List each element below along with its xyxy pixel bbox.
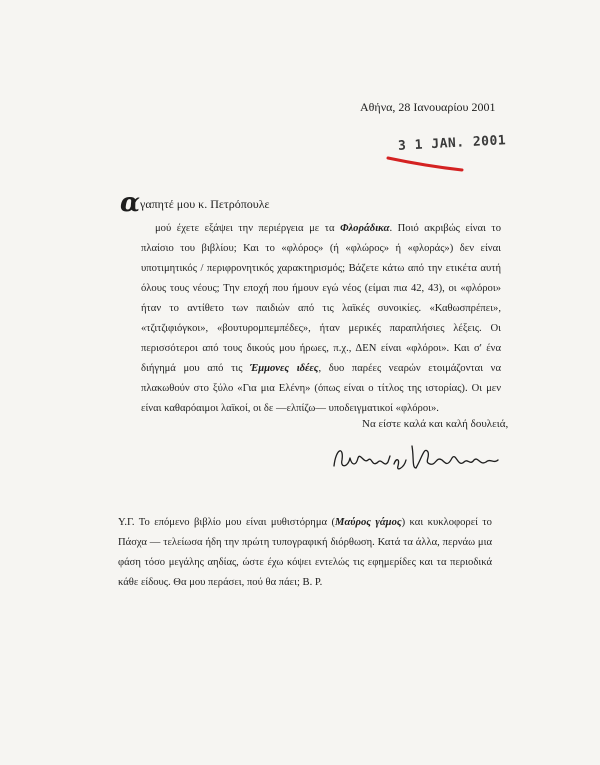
letter-date: Αθήνα, 28 Ιανουαρίου 2001 bbox=[360, 100, 496, 114]
body-text-part: , δυο παρέες νεαρών ετοιμάζονται να πλακωθούν στο ξύλο «Για μια Ελένη» (όπως είναι ο τίτλος της ιστορίας). Οι μεν είναι καθαρόαιμοι λαϊκοί, οι δε —ελπίζω— υποδειγματικοί «φλόροι». bbox=[141, 363, 501, 414]
body-text-part: μού έχετε εξάψει την περιέργεια με τα bbox=[155, 223, 341, 234]
ps-text-part: ) και κυκλοφορεί το Πάσχα — τελείωσα ήδη την πρώτη τυπογραφική διόρθωση. Κατά τα άλλα, περνάω μια φάση τόσο μεγάλης αηδίας, ώστε έχω κόψει εντελώς τις εφημερίδες και τα περιοδικά κάθε είδους. Θα μου περάσει, πού θα πάει; Β. Ρ. bbox=[118, 517, 492, 588]
book-title-floradika: Φλοράδικα bbox=[340, 223, 390, 234]
closing-line: Να είστε καλά και καλή δουλειά, bbox=[362, 418, 509, 430]
body-text-part: . Ποιό ακριβώς είναι το πλαίσιο του βιβλίου; Και το «φλόρος» (ή «φλώρος» ή «φλοράς») δεν είναι υποτιμητικός / περιφρονητικός χαρακτηρισμός; Βάζετε κάτω από την ετικέτα αυτή όλους τους νέους; Την εποχή που ήμουν εγώ νέος (είμαι πια 42, 43), οι «φλόροι» ήταν το αντίθετο των παιδιών από τις λαϊκές συνοικίες. «Καθωσπρέπει», «τζιτζιφιόγκοι», «βουτυρομπεμπέδες», ήταν μερικές παραπλήσιες λέξεις. Οι περισσότεροι από τους δικούς μου ήρωες, π.χ., ΔΕΝ είναι «φλόροι». Και σ' ένα διήγημά μου από τις bbox=[141, 223, 501, 374]
postscript-paragraph bbox=[118, 513, 492, 593]
handwritten-signature bbox=[328, 438, 508, 478]
postscript bbox=[118, 513, 492, 593]
salutation-initial: α bbox=[120, 188, 141, 218]
body-paragraph bbox=[141, 219, 501, 419]
book-title-emmones-idees: Έμμονες ιδέες bbox=[250, 363, 319, 374]
book-title-mavros-gamos: Μαύρος γάμος bbox=[335, 517, 402, 528]
red-underline-mark bbox=[386, 152, 466, 172]
salutation bbox=[120, 190, 270, 216]
received-date-stamp: 3 1 JAN. 2001 bbox=[397, 133, 507, 154]
letter-body bbox=[141, 219, 501, 419]
salutation-text: γαπητέ μου κ. Πετρόπουλε bbox=[140, 197, 270, 211]
ps-text-part: Υ.Γ. Το επόμενο βιβλίο μου είναι μυθιστόρημα ( bbox=[118, 517, 336, 528]
